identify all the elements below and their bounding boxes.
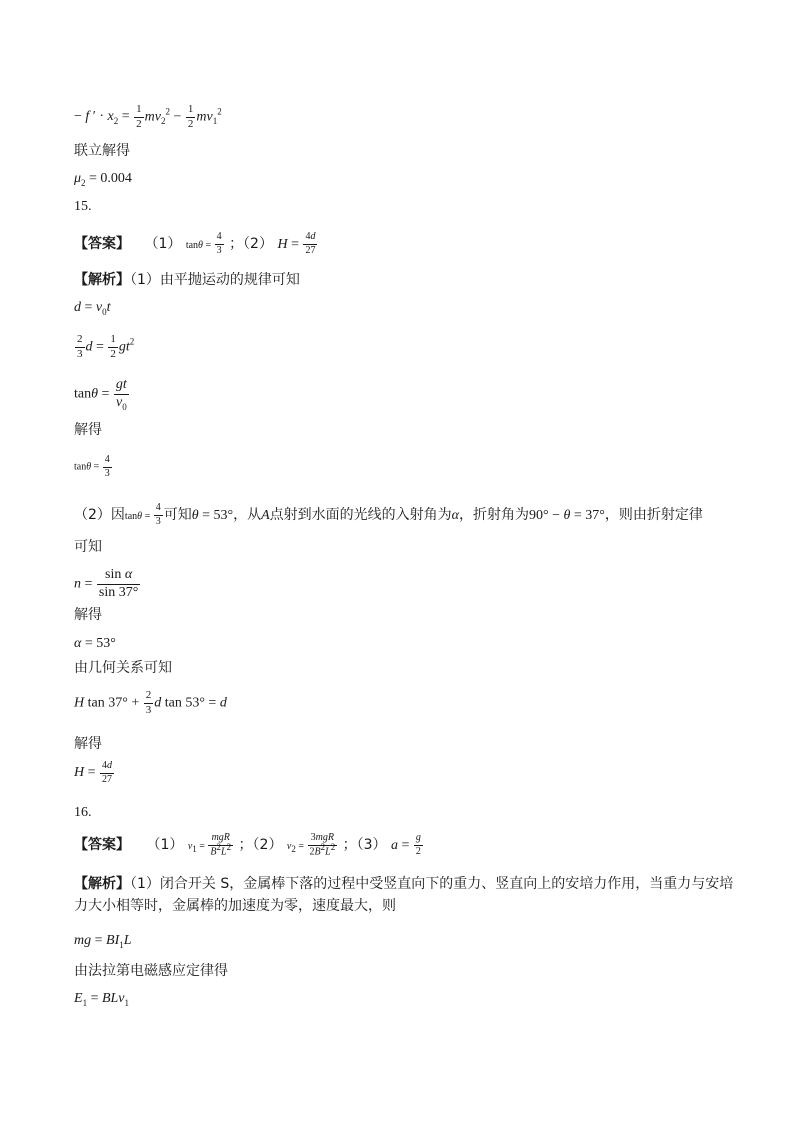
text-jiede-1: 解得 (74, 422, 102, 438)
answer-15: 【答案】 （1） tanθ = $\frac{4}{3}$ ；（2） H = $\frac{4d}{27}$ (74, 231, 316, 256)
equation-H-result: H = $\frac{4d}{27}$ (74, 760, 113, 785)
equation-snell: n = $\frac{\text{sin α}}{\sin 37^\circ}$ (74, 567, 139, 600)
equation-mu2: $\mu_2 = 0.004$ (74, 171, 132, 188)
text-jihe: 由几何关系可知 (74, 660, 172, 676)
answer-16: 【答案】 （1） $v_1$ = $\frac{\text{mgR}}{B^2L^2}$ ；（2） $v_2$ = $\frac{\text{3mgR}}{2B^2L^2}$ ；（3） a = $\frac{g}{2}$ (74, 832, 421, 857)
analysis-15-part2: （2）因tanθ = $\frac{4}{3}$ 可知θ = 53°，从A点射到水面的光线的入射角为α，折射角为90° − θ = 37°，则由折射定律 (74, 502, 703, 527)
text-jiede-2: 解得 (74, 607, 102, 623)
equation-tan-theta: tanθ = $\frac{gt}{v_0}$ (74, 377, 127, 412)
equation-work-energy: − f ′ · $x_2$ = $\frac{1}{2}$ $mv_2^2$ − $\frac{1}{2}$ $mv_1^2$ (74, 103, 222, 130)
text-jiede-3: 解得 (74, 736, 102, 752)
equation-d-v0t: $d = v_0t$ (74, 300, 111, 317)
answer-label: 【答案】 (74, 236, 130, 252)
text-kezhi: 可知 (74, 539, 102, 555)
question-number-15: 15. (74, 199, 92, 214)
analysis-15-part1: 【解析】（1）由平抛运动的规律可知 (74, 272, 300, 288)
text-lianli: 联立解得 (74, 143, 130, 159)
question-number-16: 16. (74, 805, 92, 820)
text-falada: 由法拉第电磁感应定律得 (74, 963, 228, 979)
equation-E1-BLv1: $E_1 = BLv_1$ (74, 991, 130, 1008)
equation-23d: $\frac{2}{3}$ d = $\frac{1}{2}$ $gt^2$ (77, 333, 135, 360)
equation-alpha: α = 53° (74, 636, 116, 651)
equation-mg-BIL: mg = $BI_1L$ (74, 933, 132, 950)
equation-tan-theta-result: tanθ = $\frac{4}{3}$ (74, 454, 110, 479)
analysis-16-part1: 【解析】（1）闭合开关 S，金属棒下落的过程中受竖直向下的重力、竖直向上的安培力作用，当重力与安培力大小相等时，金属棒的加速度为零，速度最大，则 (74, 876, 734, 914)
equation-geometry: H tan 37° + $\frac{2}{3}$ d tan 53° = d (74, 689, 227, 716)
